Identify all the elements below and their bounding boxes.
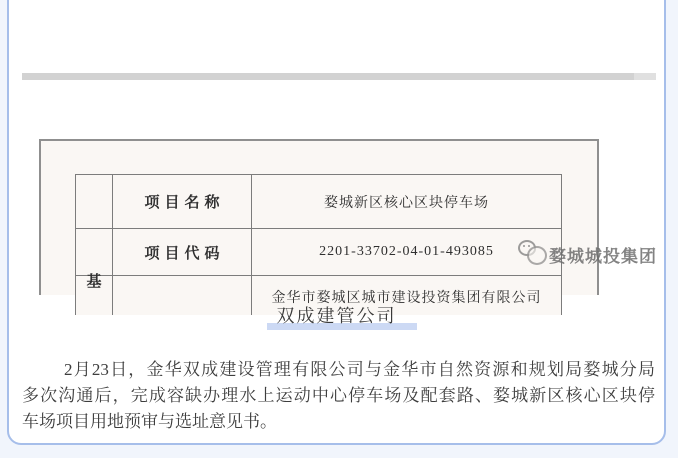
watermark-text: 婺城城投集团 xyxy=(549,247,657,266)
project-code-label: 项目代码 xyxy=(144,245,225,262)
top-divider-bar xyxy=(22,73,656,80)
table-side-label: 基 xyxy=(86,274,102,290)
scanned-form-image[interactable] xyxy=(39,139,599,306)
project-info-table xyxy=(75,174,562,315)
paragraph-line: 车场项目用地预审与选址意见书。 xyxy=(22,412,277,431)
divider-bar-end-cap xyxy=(634,73,656,80)
article-paragraph xyxy=(22,357,655,435)
image-caption: 双成建管公司 xyxy=(276,306,397,326)
paragraph-line: 多次沟通后，完成容缺办理水上运动中心停车场及配套路、婺城新区核心区块停 xyxy=(22,386,655,405)
cropped-row-value: 金华市婺城区城市建设投资集团有限公司 xyxy=(271,291,542,306)
project-name-value: 婺城新区核心区块停车场 xyxy=(324,195,489,211)
chat-bubbles-logo-icon xyxy=(518,240,546,266)
project-code-value: 2201-33702-04-01-493085 xyxy=(319,244,494,259)
watermark xyxy=(518,239,668,269)
article-card xyxy=(7,0,666,445)
project-name-label: 项目名称 xyxy=(144,195,225,211)
paragraph-line: 2月23日，金华双成建设管理有限公司与金华市自然资源和规划局婺城分局 xyxy=(64,360,655,379)
